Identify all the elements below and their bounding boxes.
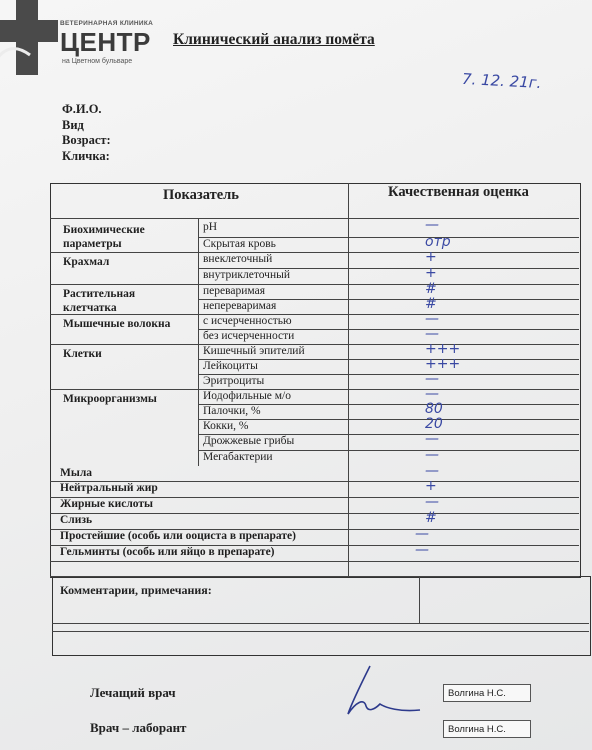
attending-vet-name: Волгина Н.С. bbox=[443, 684, 531, 702]
assessment-value: — bbox=[425, 326, 439, 342]
group-starch: Крахмал bbox=[63, 256, 110, 268]
header-assessment: Качественная оценка bbox=[388, 184, 529, 200]
param-cell: внутриклеточный bbox=[203, 269, 290, 281]
param-cell: непереваримая bbox=[203, 300, 277, 312]
comments-label: Комментарии, примечания: bbox=[60, 583, 212, 597]
group-plant-fiber: Растительная клетчатка bbox=[63, 288, 136, 314]
patient-fields bbox=[62, 102, 111, 164]
group-biochemical-label: Биохимические параметры bbox=[63, 224, 145, 250]
assessment-value: +++ bbox=[425, 341, 461, 357]
full-row-label: Мыла bbox=[60, 467, 93, 479]
row-line bbox=[50, 252, 579, 253]
row-line bbox=[50, 561, 579, 562]
param-cell: pH bbox=[203, 221, 218, 233]
medical-cross-icon bbox=[0, 0, 60, 75]
assessment-value: + bbox=[425, 265, 437, 281]
full-row-label: Слизь bbox=[60, 514, 93, 526]
assessment-value: # bbox=[425, 281, 437, 297]
header-divider bbox=[50, 218, 579, 219]
full-row-value: — bbox=[425, 494, 439, 510]
row-line bbox=[50, 576, 579, 577]
assessment-value: — bbox=[425, 371, 439, 387]
field-age: Возраст: bbox=[62, 133, 111, 147]
comments-divider bbox=[419, 576, 420, 623]
header-indicator: Показатель bbox=[163, 187, 239, 203]
group-biochemical bbox=[63, 223, 173, 251]
param-cell: Палочки, % bbox=[203, 405, 261, 417]
assessment-value: — bbox=[425, 311, 439, 327]
full-row-label: Гельминты (особь или яйцо в препарате) bbox=[60, 546, 275, 558]
param-cell: внеклеточный bbox=[203, 253, 273, 265]
attending-vet-label: Лечащий врач bbox=[90, 685, 176, 700]
lab-vet-name: Волгина Н.С. bbox=[443, 720, 531, 738]
assessment-value: # bbox=[425, 296, 437, 312]
full-row-value: + bbox=[425, 478, 437, 494]
document-title: Клинический анализ помёта bbox=[173, 31, 375, 48]
assessment-value: 80 bbox=[425, 401, 443, 417]
clinic-name: ЦЕНТР bbox=[60, 27, 151, 57]
field-owner: Ф.И.О. bbox=[62, 102, 102, 116]
param-column-line bbox=[198, 218, 199, 466]
param-cell: Кокки, % bbox=[203, 420, 249, 432]
assessment-value: отр bbox=[425, 234, 451, 250]
full-row-value: — bbox=[415, 542, 429, 558]
full-row-value: — bbox=[425, 463, 439, 479]
clinic-address: на Цветном бульваре bbox=[62, 58, 133, 65]
clinic-type: ВЕТЕРИНАРНАЯ КЛИНИКА bbox=[60, 20, 154, 27]
row-line bbox=[50, 513, 579, 514]
row-line bbox=[50, 344, 579, 345]
field-species: Вид bbox=[62, 117, 84, 132]
param-cell: Кишечный эпителий bbox=[203, 345, 305, 357]
handwritten-date: 7. 12. 21г. bbox=[461, 69, 542, 93]
field-nickname: Кличка: bbox=[62, 148, 110, 163]
row-line bbox=[50, 389, 579, 390]
full-row-value: # bbox=[425, 510, 437, 526]
comments-separator-2 bbox=[52, 631, 589, 632]
group-microorganisms: Микроорганизмы bbox=[63, 393, 157, 405]
param-cell: Скрытая кровь bbox=[203, 238, 276, 250]
assessment-value: — bbox=[425, 431, 439, 447]
row-line bbox=[198, 419, 579, 420]
assessment-value: +++ bbox=[425, 356, 461, 372]
assessment-column-line bbox=[348, 183, 349, 576]
assessment-value: — bbox=[425, 217, 439, 233]
assessment-value: + bbox=[425, 249, 437, 265]
assessment-value: 20 bbox=[425, 416, 443, 432]
param-cell: Лейкоциты bbox=[203, 360, 258, 372]
lab-vet-label: Врач – лаборант bbox=[90, 720, 187, 735]
full-row-label: Нейтральный жир bbox=[60, 482, 158, 494]
full-row-label: Жирные кислоты bbox=[60, 498, 154, 510]
assessment-value: — bbox=[425, 447, 439, 463]
full-row-value: — bbox=[415, 526, 429, 542]
param-cell: Иодофильные м/о bbox=[203, 390, 291, 402]
param-cell: без исчерченности bbox=[203, 330, 295, 342]
full-row-label: Простейшие (особь или ооциста в препарате) bbox=[60, 530, 296, 542]
clinic-logo bbox=[0, 0, 175, 75]
param-cell: Мегабактерии bbox=[203, 451, 273, 463]
assessment-value: — bbox=[425, 386, 439, 402]
param-cell: с исчерченностью bbox=[203, 315, 292, 327]
group-muscle-fibers: Мышечные волокна bbox=[63, 318, 171, 330]
signature-mark bbox=[330, 662, 440, 722]
row-line bbox=[50, 314, 579, 315]
comments-separator bbox=[52, 623, 589, 624]
group-cells: Клетки bbox=[63, 348, 102, 360]
param-cell: Дрожжевые грибы bbox=[203, 435, 295, 447]
param-cell: переваримая bbox=[203, 285, 265, 297]
row-line bbox=[50, 284, 579, 285]
param-cell: Эритроциты bbox=[203, 375, 265, 387]
